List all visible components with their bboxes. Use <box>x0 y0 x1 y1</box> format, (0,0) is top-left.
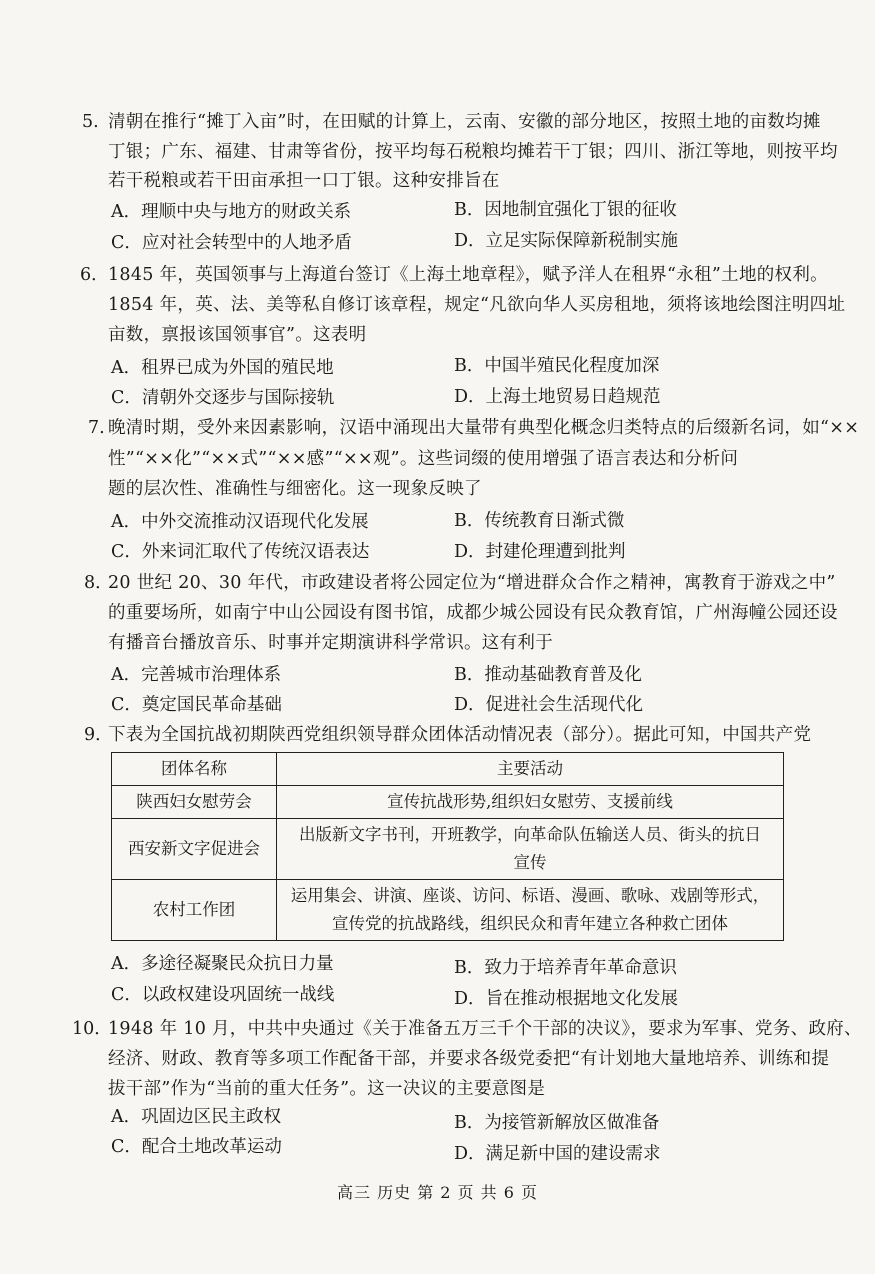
question-7-line-2: 性”“××化”“××式”“××感”“××观”。这些词缀的使用增强了语言表达和分析问 <box>108 449 739 469</box>
question-6-number: 6． <box>80 265 109 285</box>
question-5-line-2: 丁银；广东、福建、甘肃等省份，按平均每石税粮均摊若干丁银；四川、浙江等地，则按平均 <box>108 142 838 162</box>
question-7-option-c: C．外来词汇取代了传统汉语表达 <box>111 542 370 562</box>
question-9-option-a: A．多途径凝聚民众抗日力量 <box>111 954 334 974</box>
activity-table <box>111 752 784 941</box>
question-6-option-b: B．中国半殖民化程度加深 <box>454 356 660 376</box>
question-7-option-d: D．封建伦理遭到批判 <box>454 542 626 562</box>
activity-line: 宣传党的抗战路线，组织民众和青年建立各种救亡团体 <box>332 914 728 933</box>
question-5-line-3: 若干税粮或若干田亩承担一口丁银。这种安排旨在 <box>108 171 500 191</box>
table-row <box>112 786 784 819</box>
question-9-line-1: 下表为全国抗战初期陕西党组织领导群众团体活动情况表（部分）。据此可知，中国共产党 <box>108 725 812 745</box>
activity-line: 运用集会、讲演、座谈、访问、标语、漫画、歌咏、戏剧等形式， <box>290 886 770 905</box>
question-5-option-b: B．因地制宜强化丁银的征收 <box>454 200 677 220</box>
question-6-option-c: C．清朝外交逐步与国际接轨 <box>111 388 335 408</box>
activity-line: 宣传 <box>513 853 547 872</box>
question-9-option-c: C．以政权建设巩固统一战线 <box>111 985 335 1005</box>
table-cell-name: 西安新文字促进会 <box>112 819 277 880</box>
question-5-option-a: A．理顺中央与地方的财政关系 <box>111 202 352 222</box>
question-9-number: 9． <box>84 725 113 745</box>
question-5-number: 5. <box>82 112 99 132</box>
question-7-option-a: A．中外交流推动汉语现代化发展 <box>111 512 369 532</box>
question-10-line-3: 拔干部”作为“当前的重大任务”。这一决议的主要意图是 <box>108 1079 546 1099</box>
question-8-option-a: A．完善城市治理体系 <box>111 665 282 685</box>
question-10-option-c: C．配合土地改革运动 <box>111 1137 282 1157</box>
table-cell-name: 陕西妇女慰劳会 <box>112 786 277 819</box>
question-10-option-d: D．满足新中国的建设需求 <box>454 1144 661 1164</box>
question-6-line-2: 1854 年，英、法、美等私自修订该章程，规定“凡欲向华人买房租地，须将该地绘图注明四址 <box>108 295 846 315</box>
question-7-option-b: B．传统教育日渐式微 <box>454 511 625 531</box>
page-footer: 高三 历史 第 2 页 共 6 页 <box>337 1183 538 1202</box>
table-cell-name: 农村工作团 <box>112 880 277 941</box>
question-10-option-b: B．为接管新解放区做准备 <box>454 1113 660 1133</box>
question-10-number: 10． <box>72 1019 112 1039</box>
question-10-option-a: A．巩固边区民主政权 <box>111 1107 282 1127</box>
table-cell-activity <box>277 880 784 941</box>
question-8-option-c: C．奠定国民革命基础 <box>111 695 282 715</box>
question-7-line-1: 晚清时期，受外来因素影响，汉语中涌现出大量带有典型化概念归类特点的后缀新名词，如“×× <box>108 418 860 438</box>
question-6-option-d: D．上海土地贸易日趋规范 <box>454 387 661 407</box>
table-header-activity: 主要活动 <box>277 753 784 786</box>
activity-line: 宣传抗战形势,组织妇女慰劳、支援前线 <box>387 792 673 811</box>
question-5-line-1: 清朝在推行“摊丁入亩”时，在田赋的计算上，云南、安徽的部分地区，按照土地的亩数均摊 <box>108 112 821 132</box>
question-5-option-c: C．应对社会转型中的人地矛盾 <box>111 233 352 253</box>
question-7-number: 7. <box>88 418 105 438</box>
question-8-line-2: 的重要场所，如南宁中山公园设有图书馆，成都少城公园设有民众教育馆，广州海幢公园还设 <box>108 603 838 623</box>
table-cell-activity <box>277 786 784 819</box>
question-8-option-b: B．推动基础教育普及化 <box>454 665 642 685</box>
question-6-option-a: A．租界已成为外国的殖民地 <box>111 358 334 378</box>
question-6-line-1: 1845 年，英国领事与上海道台签订《上海土地章程》，赋予洋人在租界“永租”土地的权利。 <box>108 265 828 285</box>
activity-line: 出版新文字书刊，开班教学，向革命队伍输送人员、街头的抗日 <box>299 825 761 844</box>
question-8-number: 8． <box>84 573 113 593</box>
question-10-line-1: 1948 年 10 月，中共中央通过《关于准备五万三千个干部的决议》，要求为军事、党务、政府、 <box>108 1019 862 1039</box>
question-9-option-b: B．致力于培养青年革命意识 <box>454 958 677 978</box>
question-5-option-d: D．立足实际保障新税制实施 <box>454 231 679 251</box>
question-10-line-2: 经济、财政、教育等多项工作配备干部，并要求各级党委把“有计划地大量地培养、训练和提 <box>108 1049 830 1069</box>
question-9-option-d: D．旨在推动根据地文化发展 <box>454 989 679 1009</box>
table-header-name: 团体名称 <box>112 753 277 786</box>
table-row <box>112 819 784 880</box>
table-row <box>112 880 784 941</box>
question-6-line-3: 亩数，禀报该国领事官”。这表明 <box>108 325 367 345</box>
table-header-row <box>112 753 784 786</box>
question-8-line-3: 有播音台播放音乐、时事并定期演讲科学常识。这有利于 <box>108 633 553 653</box>
table-cell-activity <box>277 819 784 880</box>
question-8-line-1: 20 世纪 20、30 年代，市政建设者将公园定位为“增进群众合作之精神，寓教育于游戏之中” <box>108 573 836 593</box>
question-7-line-3: 题的层次性、准确性与细密化。这一现象反映了 <box>108 479 482 499</box>
question-8-option-d: D．促进社会生活现代化 <box>454 695 644 715</box>
